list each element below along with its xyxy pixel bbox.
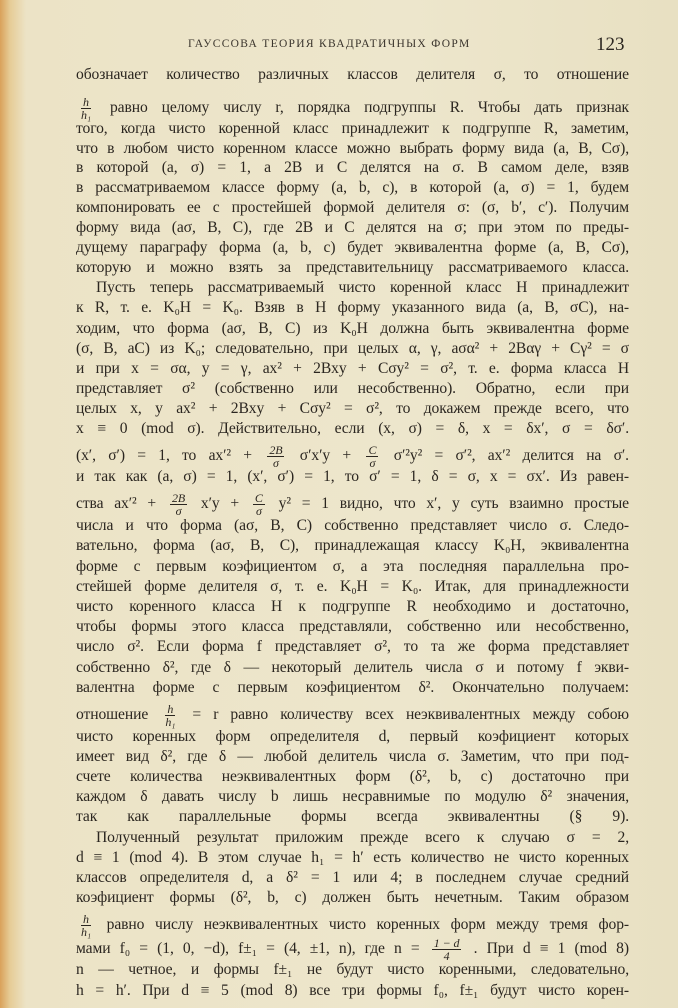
text-run: Полученный результат приложим прежде всего к случаю σ = 2,: [96, 829, 629, 846]
fraction-denominator: σ: [369, 456, 376, 470]
text-line: [76, 869, 629, 887]
fraction-denominator: h₁: [81, 108, 91, 122]
text-run: мами f₀ = (1, 0, −d), f±₁ = (4, ±1, n), где n =: [76, 940, 420, 958]
fraction-numerator: C: [368, 443, 377, 457]
text-line: [76, 320, 629, 338]
text-line: [76, 961, 629, 979]
text-line: [76, 66, 629, 84]
fraction-numerator: 1 − d: [433, 936, 460, 950]
text-line: [76, 537, 629, 555]
text-run: к R, т. е. K₀H = K₀. Взяв в H форму указанного вида (a, B, σC), на-: [76, 299, 629, 316]
text-line: [76, 120, 629, 138]
text-line: [76, 808, 629, 826]
text-run: так как параллельные формы всегда эквивалентны (§ 9).: [76, 808, 629, 825]
text-run: (σ, B, aC) из K₀; следовательно, при целых α, γ, aσα² + 2Bαγ + Cγ² = σ: [76, 340, 629, 357]
text-run: x ≡ 0 (mod σ). Действительно, если (x, σ) = δ, x = δx′, σ = δσ′.: [76, 420, 629, 437]
fraction-numerator: h: [83, 95, 89, 109]
text-line: [76, 199, 629, 217]
text-run: форму вида (aσ, B, C), где 2B и C делятся на σ; при этом по преды-: [76, 219, 629, 236]
fraction-numerator: h: [83, 912, 89, 926]
text-line: [76, 420, 629, 438]
text-line: [76, 400, 629, 418]
fraction: [79, 913, 93, 938]
fraction-numerator: 2B: [171, 491, 186, 505]
text-run: x′y +: [200, 495, 240, 513]
text-line: [76, 913, 629, 938]
text-line: [76, 444, 629, 469]
text-run: валентна форме с первым коэфициентом δ². Окончательно получаем:: [76, 679, 629, 696]
text-run: что в любом чисто коренном классе можно выбрать форму вида (a, B, Cσ),: [76, 140, 629, 157]
text-line: [76, 558, 629, 576]
text-line: [76, 219, 629, 237]
text-run: . При d ≡ 1 (mod 8): [473, 940, 629, 958]
text-run: Пусть теперь рассматриваемый чисто коренной класс H принадлежит: [96, 279, 629, 296]
fraction: [267, 444, 284, 469]
text-line: [76, 849, 629, 867]
text-line: [76, 140, 629, 158]
text-run: форме с первым коэфициентом σ, а эта последняя параллельна про-: [76, 558, 629, 575]
fraction: [170, 492, 187, 517]
text-run: каждом δ давать числу b лишь несравнимые по модулю δ² значения,: [76, 788, 629, 805]
text-run: целых x, y ax² + 2Bxy + Cσy² = σ², то докажем прежде всего, что: [76, 400, 629, 417]
fraction-denominator: σ: [255, 504, 262, 518]
text-run: и так как (a, σ) = 1, (x′, σ′) = 1, то σ′ = 1, δ = σ, x = σx′. Из равен-: [76, 468, 629, 485]
text-run: ства ax′² +: [76, 495, 157, 513]
text-run: того, когда чисто коренной класс принадлежит к подгруппе R, заметим,: [76, 120, 629, 137]
page-number: 123: [596, 34, 625, 55]
text-run: h = h′. При d ≡ 5 (mod 8) все три формы f₀, f±₁ будут чисто корен-: [76, 982, 629, 999]
text-run: компонировать ее с простейшей формой делителя σ: (σ, b′, c′). Получим: [76, 199, 629, 216]
running-header: [0, 34, 678, 58]
text-run: имеет вид δ², где δ — любой делитель числа σ. Заметим, что при под-: [76, 748, 629, 765]
fraction-numerator: C: [254, 491, 263, 505]
text-line: [76, 468, 629, 486]
text-run: равно числу неэквивалентных чисто коренных форм между тремя фор-: [106, 916, 629, 934]
fraction: [163, 703, 177, 728]
text-run: чисто коренных форм определителя d, первый коэфициент которых: [76, 728, 629, 745]
fraction-numerator: h: [167, 702, 174, 716]
text-line: [76, 492, 629, 517]
text-run: чисто коренного класса H к подгруппе R необходимо и достаточно,: [76, 598, 629, 615]
text-line: [76, 159, 629, 177]
text-line: [76, 517, 629, 535]
text-run: дущему параграфу форма (a, b, c) будет эквивалентна форме (a, B, Cσ),: [76, 239, 629, 256]
text-run: n — четное, и формы f±₁ не будут чисто коренными, следовательно,: [76, 961, 629, 978]
text-line: [76, 728, 629, 746]
text-run: в рассматриваемом классе форму (a, b, c), в которой (a, σ) = 1, будем: [76, 179, 629, 196]
fraction: [432, 937, 462, 962]
text-run: равно целому числу r, порядка подгруппы R. Чтобы дать признак: [109, 99, 629, 117]
text-line: [76, 279, 629, 297]
text-line: [76, 96, 629, 121]
chapter-title: ГАУССОВА ТЕОРИЯ КВАДРАТИЧНЫХ ФОРМ: [188, 38, 471, 50]
text-run: и при x = σα, y = γ, ax² + 2Bxy + Cσy² = σ², т. е. форма класса H: [76, 360, 629, 377]
text-run: представляет σ² (собственно или несобственно). Обратно, если при: [76, 380, 629, 397]
text-line: [76, 788, 629, 806]
text-run: ходим, что форма (aσ, B, C) из K₀H должна быть эквивалентна форме: [76, 320, 629, 337]
text-run: стейшей форме делителя σ, т. е. K₀H = K₀. Итак, для принадлежности: [76, 578, 629, 595]
fraction: [79, 96, 93, 121]
text-line: [76, 982, 629, 1000]
text-run: = r равно количеству всех неэквивалентных между собою: [192, 706, 629, 724]
text-line: [76, 598, 629, 616]
text-line: [76, 748, 629, 766]
text-run: обозначает количество различных классов делителя σ, то отношение: [76, 66, 629, 83]
text-line: [76, 340, 629, 358]
text-line: [76, 679, 629, 697]
text-run: собственно δ², где δ — некоторый делитель числа σ и потому f экви-: [76, 659, 629, 676]
fraction: [366, 444, 378, 469]
text-run: которую и можно взять за представительницу рассматриваемого класса.: [76, 259, 629, 276]
text-run: счете количества неэквивалентных форм (δ², b, c) достаточно при: [76, 768, 629, 785]
fraction-denominator: σ: [175, 504, 182, 518]
fraction-numerator: 2B: [269, 443, 283, 457]
text-line: [76, 578, 629, 596]
text-line: [76, 618, 629, 636]
text-run: d ≡ 1 (mod 4). В этом случае h₁ = h′ есть количество не чисто коренных: [76, 849, 629, 866]
text-run: отношение: [76, 706, 149, 724]
text-line: [76, 638, 629, 656]
text-run: σ′²y² = σ′², ax′² делится на σ′.: [393, 447, 629, 465]
fraction-denominator: h₁: [165, 715, 176, 729]
text-line: [76, 360, 629, 378]
text-run: классов определителя d, а δ² = 1 или 4; в последнем случае средний: [76, 869, 629, 886]
text-line: [76, 659, 629, 677]
text-run: чтобы формы этого класса представляли, собственно или несобственно,: [76, 618, 629, 635]
text-line: [76, 768, 629, 786]
text-run: (x′, σ′) = 1, то ax′² +: [76, 447, 252, 465]
text-run: y² = 1 видно, что x′, y суть взаимно простые: [278, 495, 629, 513]
text-run: в которой (a, σ) = 1, а 2B и C делятся на σ. В самом деле, взяв: [76, 159, 629, 176]
text-run: вательно, форма (aσ, B, C), принадлежащая классу K₀H, эквивалентна: [76, 537, 629, 554]
fraction-denominator: 4: [443, 949, 450, 963]
text-run: коэфициент формы (δ², b, c) должен быть нечетным. Таким образом: [76, 889, 629, 906]
text-line: [76, 380, 629, 398]
text-line: [76, 703, 629, 728]
text-line: [76, 259, 629, 277]
fraction-denominator: h₁: [81, 925, 91, 939]
fraction-denominator: σ: [272, 456, 279, 470]
text-run: число σ². Если форма f представляет σ², то та же форма представляет: [76, 638, 629, 655]
text-line: [76, 937, 629, 962]
text-run: σ′x′y +: [299, 447, 352, 465]
text-line: [76, 299, 629, 317]
text-run: числа и что форма (aσ, B, C) собственно представляет число σ. Следо-: [76, 517, 629, 534]
text-line: [76, 179, 629, 197]
fraction: [253, 492, 265, 517]
text-line: [76, 239, 629, 257]
text-line: [76, 829, 629, 847]
text-line: [76, 889, 629, 907]
